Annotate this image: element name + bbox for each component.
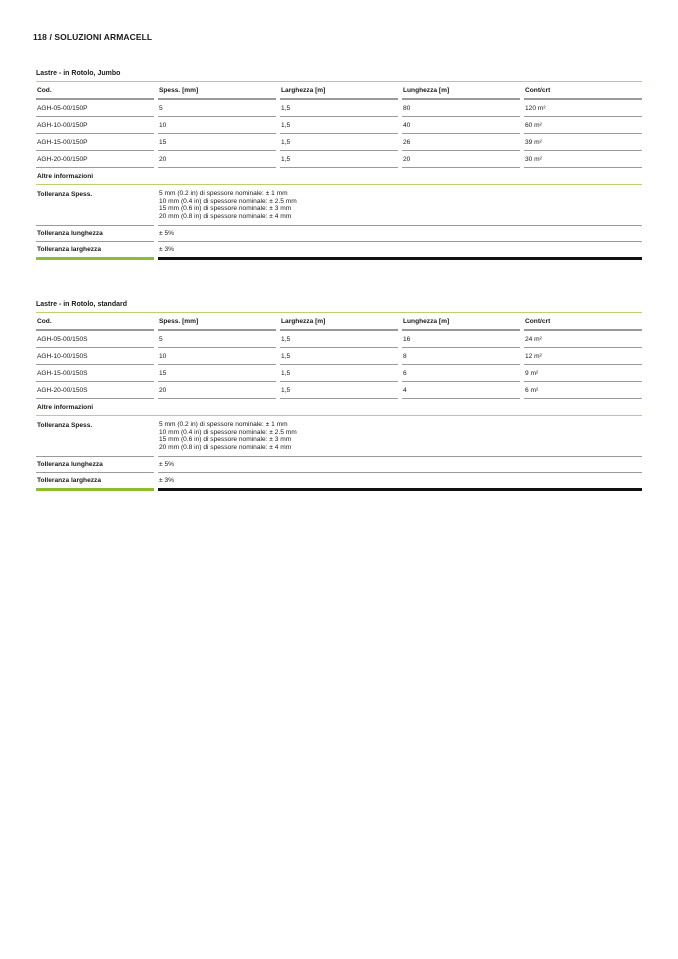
cell-spess: 10	[158, 117, 276, 134]
cell-spess: 20	[158, 382, 276, 399]
table-row	[36, 382, 642, 399]
cell-lunghezza: 80	[402, 100, 520, 117]
cell-larghezza: 1,5	[280, 151, 398, 168]
spec-label: Tolleranza larghezza	[36, 473, 154, 491]
section-jumbo	[36, 68, 642, 260]
col-header-lunghezza: Lunghezza [m]	[402, 82, 520, 100]
spec-line: 10 mm (0.4 in) di spessore nominale: ± 2.5 mm	[159, 428, 297, 436]
spec-label: Tolleranza lunghezza	[36, 457, 154, 473]
cell-larghezza: 1,5	[280, 117, 398, 134]
cell-cod: AGH-10-00/150P	[36, 117, 154, 134]
table-row	[36, 365, 642, 382]
cell-larghezza: 1,5	[280, 331, 398, 348]
spec-label: Tolleranza Spess.	[36, 416, 154, 457]
spec-line: 20 mm (0.8 in) di spessore nominale: ± 4 mm	[159, 212, 292, 220]
info-label-row	[36, 399, 642, 416]
table-row	[36, 151, 642, 168]
col-header-cont: Cont/crt	[524, 82, 642, 100]
col-header-spess: Spess. [mm]	[158, 313, 276, 331]
spec-row	[36, 457, 642, 473]
spec-line: 10 mm (0.4 in) di spessore nominale: ± 2.5 mm	[159, 197, 297, 205]
cell-lunghezza: 20	[402, 151, 520, 168]
spec-value	[158, 185, 642, 226]
col-header-larghezza: Larghezza [m]	[280, 313, 398, 331]
spec-line: 20 mm (0.8 in) di spessore nominale: ± 4 mm	[159, 443, 292, 451]
section-standard	[36, 299, 642, 491]
cell-larghezza: 1,5	[280, 348, 398, 365]
spec-label: Tolleranza lunghezza	[36, 226, 154, 242]
spec-line: 15 mm (0.6 in) di spessore nominale: ± 3 mm	[159, 205, 292, 212]
spec-label: Tolleranza larghezza	[36, 242, 154, 260]
spec-value: ± 3%	[158, 242, 642, 260]
cell-larghezza: 1,5	[280, 382, 398, 399]
cell-lunghezza: 40	[402, 117, 520, 134]
spec-line: 5 mm (0.2 in) di spessore nominale: ± 1 mm	[159, 190, 288, 197]
cell-cont: 6 m²	[524, 382, 642, 399]
cell-cod: AGH-20-00/150S	[36, 382, 154, 399]
cell-spess: 5	[158, 100, 276, 117]
spec-line: 15 mm (0.6 in) di spessore nominale: ± 3 mm	[159, 436, 292, 443]
cell-lunghezza: 26	[402, 134, 520, 151]
spec-row	[36, 242, 642, 260]
cell-spess: 15	[158, 134, 276, 151]
cell-cont: 12 m²	[524, 348, 642, 365]
cell-cont: 9 m²	[524, 365, 642, 382]
col-header-cont: Cont/crt	[524, 313, 642, 331]
col-header-spess: Spess. [mm]	[158, 82, 276, 100]
cell-spess: 15	[158, 365, 276, 382]
cell-spess: 20	[158, 151, 276, 168]
cell-cont: 120 m²	[524, 100, 642, 117]
cell-lunghezza: 6	[402, 365, 520, 382]
col-header-cod: Cod.	[36, 313, 154, 331]
col-header-larghezza: Larghezza [m]	[280, 82, 398, 100]
cell-cod: AGH-15-00/150P	[36, 134, 154, 151]
spec-row	[36, 185, 642, 226]
page-header: 118 / SOLUZIONI ARMACELL	[33, 32, 153, 42]
cell-lunghezza: 16	[402, 331, 520, 348]
table-row	[36, 100, 642, 117]
table-header-row	[36, 82, 642, 100]
cell-cod: AGH-15-00/150S	[36, 365, 154, 382]
cell-larghezza: 1,5	[280, 100, 398, 117]
spec-value: ± 5%	[158, 457, 642, 473]
info-label: Altre informazioni	[36, 168, 642, 185]
cell-cod: AGH-20-00/150P	[36, 151, 154, 168]
cell-larghezza: 1,5	[280, 365, 398, 382]
spec-value: ± 5%	[158, 226, 642, 242]
spec-row	[36, 473, 642, 491]
table-header-row	[36, 313, 642, 331]
spec-row	[36, 416, 642, 457]
info-label-row	[36, 168, 642, 185]
cell-cont: 30 m²	[524, 151, 642, 168]
spec-line: 5 mm (0.2 in) di spessore nominale: ± 1 mm	[159, 421, 288, 428]
cell-cod: AGH-10-00/150S	[36, 348, 154, 365]
table-row	[36, 134, 642, 151]
cell-cont: 39 m²	[524, 134, 642, 151]
table-row	[36, 331, 642, 348]
col-header-lunghezza: Lunghezza [m]	[402, 313, 520, 331]
cell-cont: 60 m²	[524, 117, 642, 134]
spec-label: Tolleranza Spess.	[36, 185, 154, 226]
cell-larghezza: 1,5	[280, 134, 398, 151]
info-label: Altre informazioni	[36, 399, 642, 416]
cell-spess: 10	[158, 348, 276, 365]
cell-lunghezza: 4	[402, 382, 520, 399]
section-title: Lastre - in Rotolo, Jumbo	[36, 68, 642, 82]
table-row	[36, 348, 642, 365]
spec-value: ± 3%	[158, 473, 642, 491]
table-row	[36, 117, 642, 134]
col-header-cod: Cod.	[36, 82, 154, 100]
section-title: Lastre - in Rotolo, standard	[36, 299, 642, 313]
cell-lunghezza: 8	[402, 348, 520, 365]
cell-cod: AGH-05-00/150S	[36, 331, 154, 348]
cell-spess: 5	[158, 331, 276, 348]
spec-value	[158, 416, 642, 457]
spec-row	[36, 226, 642, 242]
cell-cod: AGH-05-00/150P	[36, 100, 154, 117]
cell-cont: 24 m²	[524, 331, 642, 348]
